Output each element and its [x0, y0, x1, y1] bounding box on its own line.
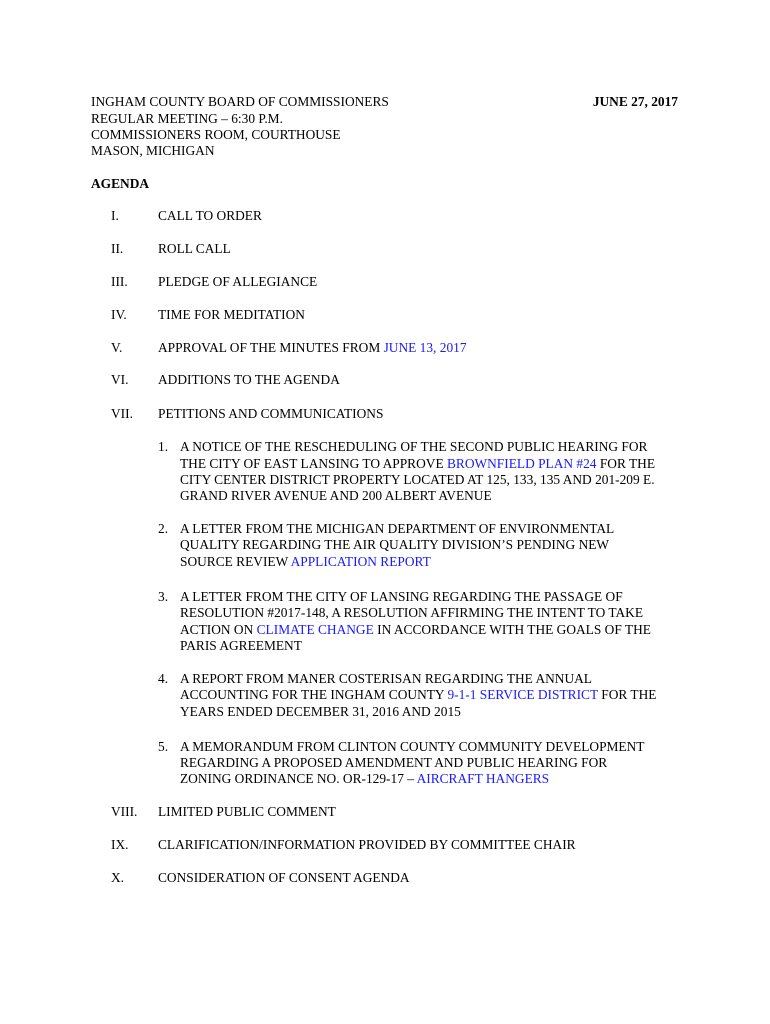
item-text: CLARIFICATION/INFORMATION PROVIDED BY COMMITTEE CHAIR [158, 837, 576, 852]
sub-item-number: 1. [158, 439, 169, 454]
sub-item-label: ACCOUNTING FOR THE INGHAM COUNTY [180, 687, 448, 702]
agenda-title: AGENDA [91, 176, 150, 191]
sub-item-text: A NOTICE OF THE RESCHEDULING OF THE SECOND PUBLIC HEARING FOR [180, 439, 648, 454]
sub-item-text [180, 456, 655, 472]
sub-item-number: 3. [158, 589, 169, 604]
item-number: IX. [111, 837, 129, 852]
aircraft-hangers-link[interactable]: AIRCRAFT HANGERS [416, 771, 550, 786]
sub-item-label: ACTION ON [180, 622, 257, 637]
sub-item-label: FOR THE [597, 687, 657, 702]
item-text: CALL TO ORDER [158, 208, 262, 223]
sub-item-label: ZONING ORDINANCE NO. OR-129-17 – [180, 771, 417, 786]
sub-item-text: RESOLUTION #2017-148, A RESOLUTION AFFIRMING THE INTENT TO TAKE [180, 605, 644, 620]
sub-item-text: GRAND RIVER AVENUE AND 200 ALBERT AVENUE [180, 488, 492, 503]
application-report-link[interactable]: APPLICATION REPORT [290, 554, 431, 569]
meeting-city: MASON, MICHIGAN [91, 143, 215, 158]
item-number: V. [111, 340, 123, 355]
sub-item-text [180, 771, 549, 787]
sub-item-text: YEARS ENDED DECEMBER 31, 2016 AND 2015 [180, 704, 461, 719]
meeting-type: REGULAR MEETING – 6:30 P.M. [91, 111, 283, 126]
item-number: II. [111, 241, 124, 256]
sub-item-text [180, 622, 651, 638]
sub-item-text: A MEMORANDUM FROM CLINTON COUNTY COMMUNITY DEVELOPMENT [180, 739, 645, 754]
item-number: III. [111, 274, 128, 289]
sub-item-text: A LETTER FROM THE CITY OF LANSING REGARDING THE PASSAGE OF [180, 589, 623, 604]
item-number: VI. [111, 372, 129, 387]
item-text: PLEDGE OF ALLEGIANCE [158, 274, 318, 289]
sub-item-number: 2. [158, 521, 169, 536]
sub-item-text: A LETTER FROM THE MICHIGAN DEPARTMENT OF ENVIRONMENTAL [180, 521, 615, 536]
item-text: ADDITIONS TO THE AGENDA [158, 372, 340, 387]
sub-item-text [180, 687, 656, 703]
brownfield-plan-link[interactable]: BROWNFIELD PLAN #24 [446, 456, 597, 471]
item-text [158, 340, 467, 356]
sub-item-text [180, 554, 431, 570]
item-number: X. [111, 870, 125, 885]
sub-item-text: A REPORT FROM MANER COSTERISAN REGARDING THE ANNUAL [180, 671, 592, 686]
sub-item-text: REGARDING A PROPOSED AMENDMENT AND PUBLIC HEARING FOR [180, 755, 608, 770]
service-district-link[interactable]: 9-1-1 SERVICE DISTRICT [447, 687, 598, 702]
sub-item-label: THE CITY OF EAST LANSING TO APPROVE [180, 456, 447, 471]
item-number: VIII. [111, 804, 138, 819]
meeting-location: COMMISSIONERS ROOM, COURTHOUSE [91, 127, 341, 142]
sub-item-label: FOR THE [596, 456, 656, 471]
item-label: APPROVAL OF THE MINUTES FROM [158, 340, 384, 355]
sub-item-number: 5. [158, 739, 169, 754]
item-number: I. [111, 208, 119, 223]
sub-item-text: CITY CENTER DISTRICT PROPERTY LOCATED AT 125, 133, 135 AND 201-209 E. [180, 472, 655, 487]
meeting-date: JUNE 27, 2017 [592, 94, 678, 109]
item-number: VII. [111, 406, 133, 421]
item-text: ROLL CALL [158, 241, 231, 256]
sub-item-text: PARIS AGREEMENT [180, 638, 302, 653]
sub-item-text: QUALITY REGARDING THE AIR QUALITY DIVISION’S PENDING NEW [180, 537, 610, 552]
item-text: LIMITED PUBLIC COMMENT [158, 804, 336, 819]
climate-change-link[interactable]: CLIMATE CHANGE [256, 622, 374, 637]
minutes-link[interactable]: JUNE 13, 2017 [383, 340, 467, 355]
item-text: PETITIONS AND COMMUNICATIONS [158, 406, 384, 421]
sub-item-label: SOURCE REVIEW [180, 554, 291, 569]
item-text: CONSIDERATION OF CONSENT AGENDA [158, 870, 410, 885]
item-text: TIME FOR MEDITATION [158, 307, 305, 322]
item-number: IV. [111, 307, 127, 322]
sub-item-label: IN ACCORDANCE WITH THE GOALS OF THE [373, 622, 651, 637]
org-name: INGHAM COUNTY BOARD OF COMMISSIONERS [91, 94, 389, 109]
sub-item-number: 4. [158, 671, 169, 686]
